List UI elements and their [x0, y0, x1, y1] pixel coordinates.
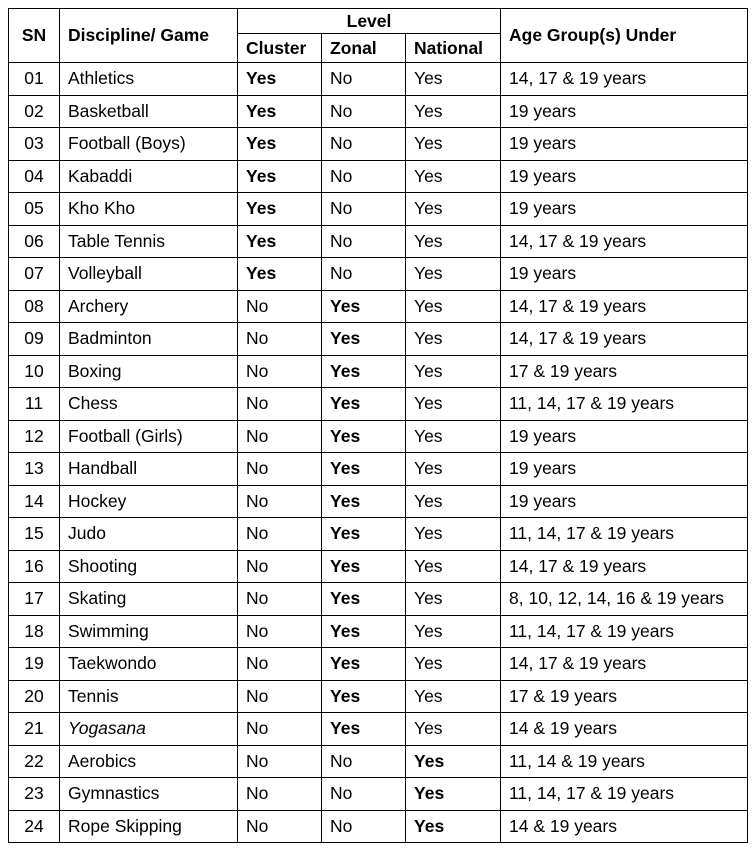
- age-group-cell: 11, 14, 17 & 19 years: [501, 778, 748, 811]
- serial-number-cell: 19: [9, 648, 60, 681]
- table-row: [9, 63, 748, 96]
- serial-number-cell: 09: [9, 323, 60, 356]
- discipline-cell: Kabaddi: [60, 160, 238, 193]
- national-cell: Yes: [406, 225, 501, 258]
- discipline-cell: Chess: [60, 388, 238, 421]
- serial-number-cell: 21: [9, 713, 60, 746]
- national-cell: Yes: [406, 95, 501, 128]
- serial-number-cell: 23: [9, 778, 60, 811]
- national-cell: Yes: [406, 388, 501, 421]
- table-row: [9, 128, 748, 161]
- cluster-cell: Yes: [238, 160, 322, 193]
- table-row: [9, 193, 748, 226]
- zonal-cell: No: [322, 63, 406, 96]
- table-row: [9, 453, 748, 486]
- table-row: [9, 485, 748, 518]
- serial-number-cell: 13: [9, 453, 60, 486]
- table-row: [9, 388, 748, 421]
- national-cell: Yes: [406, 518, 501, 551]
- serial-number-cell: 05: [9, 193, 60, 226]
- table-row: [9, 550, 748, 583]
- cluster-cell: No: [238, 290, 322, 323]
- national-cell: Yes: [406, 453, 501, 486]
- zonal-cell: No: [322, 95, 406, 128]
- discipline-table: [8, 8, 748, 843]
- zonal-cell: Yes: [322, 583, 406, 616]
- serial-number-cell: 14: [9, 485, 60, 518]
- table-row: [9, 615, 748, 648]
- discipline-cell: Taekwondo: [60, 648, 238, 681]
- age-group-cell: 19 years: [501, 453, 748, 486]
- national-cell: Yes: [406, 583, 501, 616]
- age-group-cell: 14 & 19 years: [501, 713, 748, 746]
- zonal-cell: Yes: [322, 485, 406, 518]
- national-cell: Yes: [406, 810, 501, 843]
- national-cell: Yes: [406, 290, 501, 323]
- serial-number-cell: 18: [9, 615, 60, 648]
- age-group-cell: 19 years: [501, 128, 748, 161]
- serial-number-cell: 24: [9, 810, 60, 843]
- national-cell: Yes: [406, 778, 501, 811]
- age-group-cell: 11, 14, 17 & 19 years: [501, 388, 748, 421]
- age-group-cell: 17 & 19 years: [501, 355, 748, 388]
- cluster-cell: No: [238, 355, 322, 388]
- age-group-cell: 19 years: [501, 485, 748, 518]
- discipline-cell: Football (Girls): [60, 420, 238, 453]
- age-group-cell: 19 years: [501, 160, 748, 193]
- table-row: [9, 355, 748, 388]
- age-group-cell: 14, 17 & 19 years: [501, 63, 748, 96]
- serial-number-cell: 07: [9, 258, 60, 291]
- serial-number-cell: 06: [9, 225, 60, 258]
- zonal-cell: No: [322, 193, 406, 226]
- discipline-cell: Rope Skipping: [60, 810, 238, 843]
- serial-number-cell: 08: [9, 290, 60, 323]
- discipline-cell: Basketball: [60, 95, 238, 128]
- zonal-cell: No: [322, 745, 406, 778]
- national-cell: Yes: [406, 420, 501, 453]
- cluster-cell: No: [238, 550, 322, 583]
- age-group-cell: 14, 17 & 19 years: [501, 290, 748, 323]
- serial-number-cell: 04: [9, 160, 60, 193]
- table-row: [9, 583, 748, 616]
- serial-number-cell: 12: [9, 420, 60, 453]
- discipline-cell: Gymnastics: [60, 778, 238, 811]
- national-cell: Yes: [406, 258, 501, 291]
- table-row: [9, 745, 748, 778]
- table-row: [9, 258, 748, 291]
- table-row: [9, 290, 748, 323]
- national-cell: Yes: [406, 550, 501, 583]
- table-row: [9, 225, 748, 258]
- age-group-cell: 19 years: [501, 193, 748, 226]
- cluster-cell: No: [238, 583, 322, 616]
- table-row: [9, 518, 748, 551]
- national-cell: Yes: [406, 485, 501, 518]
- discipline-cell: Kho Kho: [60, 193, 238, 226]
- cluster-cell: No: [238, 648, 322, 681]
- zonal-cell: Yes: [322, 713, 406, 746]
- cluster-cell: No: [238, 485, 322, 518]
- zonal-cell: Yes: [322, 290, 406, 323]
- cluster-cell: No: [238, 420, 322, 453]
- zonal-cell: No: [322, 778, 406, 811]
- zonal-cell: Yes: [322, 323, 406, 356]
- national-cell: Yes: [406, 680, 501, 713]
- discipline-cell: Handball: [60, 453, 238, 486]
- national-cell: Yes: [406, 713, 501, 746]
- zonal-cell: Yes: [322, 648, 406, 681]
- header-sn: SN: [9, 9, 60, 63]
- discipline-cell: Aerobics: [60, 745, 238, 778]
- age-group-cell: 14, 17 & 19 years: [501, 323, 748, 356]
- cluster-cell: No: [238, 615, 322, 648]
- discipline-cell: Table Tennis: [60, 225, 238, 258]
- serial-number-cell: 02: [9, 95, 60, 128]
- national-cell: Yes: [406, 355, 501, 388]
- table-row: [9, 810, 748, 843]
- zonal-cell: No: [322, 810, 406, 843]
- serial-number-cell: 11: [9, 388, 60, 421]
- zonal-cell: No: [322, 258, 406, 291]
- zonal-cell: No: [322, 225, 406, 258]
- serial-number-cell: 17: [9, 583, 60, 616]
- zonal-cell: No: [322, 128, 406, 161]
- cluster-cell: No: [238, 778, 322, 811]
- serial-number-cell: 22: [9, 745, 60, 778]
- age-group-cell: 11, 14, 17 & 19 years: [501, 518, 748, 551]
- zonal-cell: Yes: [322, 453, 406, 486]
- cluster-cell: No: [238, 810, 322, 843]
- serial-number-cell: 20: [9, 680, 60, 713]
- table-row: [9, 648, 748, 681]
- cluster-cell: Yes: [238, 128, 322, 161]
- discipline-cell: Boxing: [60, 355, 238, 388]
- cluster-cell: Yes: [238, 225, 322, 258]
- discipline-cell: Archery: [60, 290, 238, 323]
- age-group-cell: 14, 17 & 19 years: [501, 550, 748, 583]
- national-cell: Yes: [406, 323, 501, 356]
- cluster-cell: Yes: [238, 258, 322, 291]
- cluster-cell: Yes: [238, 193, 322, 226]
- zonal-cell: Yes: [322, 615, 406, 648]
- zonal-cell: Yes: [322, 355, 406, 388]
- discipline-cell: Skating: [60, 583, 238, 616]
- discipline-cell: Badminton: [60, 323, 238, 356]
- zonal-cell: Yes: [322, 420, 406, 453]
- table-row: [9, 160, 748, 193]
- serial-number-cell: 15: [9, 518, 60, 551]
- national-cell: Yes: [406, 193, 501, 226]
- age-group-cell: 11, 14 & 19 years: [501, 745, 748, 778]
- cluster-cell: Yes: [238, 95, 322, 128]
- age-group-cell: 17 & 19 years: [501, 680, 748, 713]
- discipline-cell: Athletics: [60, 63, 238, 96]
- national-cell: Yes: [406, 745, 501, 778]
- national-cell: Yes: [406, 615, 501, 648]
- serial-number-cell: 16: [9, 550, 60, 583]
- discipline-cell: Shooting: [60, 550, 238, 583]
- age-group-cell: 8, 10, 12, 14, 16 & 19 years: [501, 583, 748, 616]
- cluster-cell: No: [238, 518, 322, 551]
- table-row: [9, 680, 748, 713]
- age-group-cell: 14, 17 & 19 years: [501, 225, 748, 258]
- header-national: National: [406, 34, 501, 63]
- cluster-cell: No: [238, 713, 322, 746]
- discipline-cell: Swimming: [60, 615, 238, 648]
- header-discipline: Discipline/ Game: [60, 9, 238, 63]
- table-row: [9, 778, 748, 811]
- serial-number-cell: 10: [9, 355, 60, 388]
- table-row: [9, 95, 748, 128]
- discipline-cell: Volleyball: [60, 258, 238, 291]
- table-row: [9, 420, 748, 453]
- age-group-cell: 19 years: [501, 420, 748, 453]
- zonal-cell: Yes: [322, 518, 406, 551]
- cluster-cell: No: [238, 388, 322, 421]
- national-cell: Yes: [406, 160, 501, 193]
- table-row: [9, 713, 748, 746]
- table-body: [9, 63, 748, 843]
- header-cluster: Cluster: [238, 34, 322, 63]
- cluster-cell: Yes: [238, 63, 322, 96]
- age-group-cell: 14 & 19 years: [501, 810, 748, 843]
- cluster-cell: No: [238, 680, 322, 713]
- serial-number-cell: 03: [9, 128, 60, 161]
- age-group-cell: 14, 17 & 19 years: [501, 648, 748, 681]
- discipline-cell: Hockey: [60, 485, 238, 518]
- table-row: [9, 323, 748, 356]
- discipline-cell: Yogasana: [60, 713, 238, 746]
- cluster-cell: No: [238, 323, 322, 356]
- discipline-cell: Judo: [60, 518, 238, 551]
- age-group-cell: 19 years: [501, 258, 748, 291]
- zonal-cell: Yes: [322, 680, 406, 713]
- header-zonal: Zonal: [322, 34, 406, 63]
- zonal-cell: Yes: [322, 550, 406, 583]
- header-row-top: [9, 9, 748, 34]
- header-age-group: Age Group(s) Under: [501, 9, 748, 63]
- header-level: Level: [238, 9, 501, 34]
- discipline-cell: Tennis: [60, 680, 238, 713]
- cluster-cell: No: [238, 453, 322, 486]
- zonal-cell: Yes: [322, 388, 406, 421]
- age-group-cell: 11, 14, 17 & 19 years: [501, 615, 748, 648]
- discipline-cell: Football (Boys): [60, 128, 238, 161]
- national-cell: Yes: [406, 63, 501, 96]
- zonal-cell: No: [322, 160, 406, 193]
- serial-number-cell: 01: [9, 63, 60, 96]
- cluster-cell: No: [238, 745, 322, 778]
- age-group-cell: 19 years: [501, 95, 748, 128]
- national-cell: Yes: [406, 128, 501, 161]
- national-cell: Yes: [406, 648, 501, 681]
